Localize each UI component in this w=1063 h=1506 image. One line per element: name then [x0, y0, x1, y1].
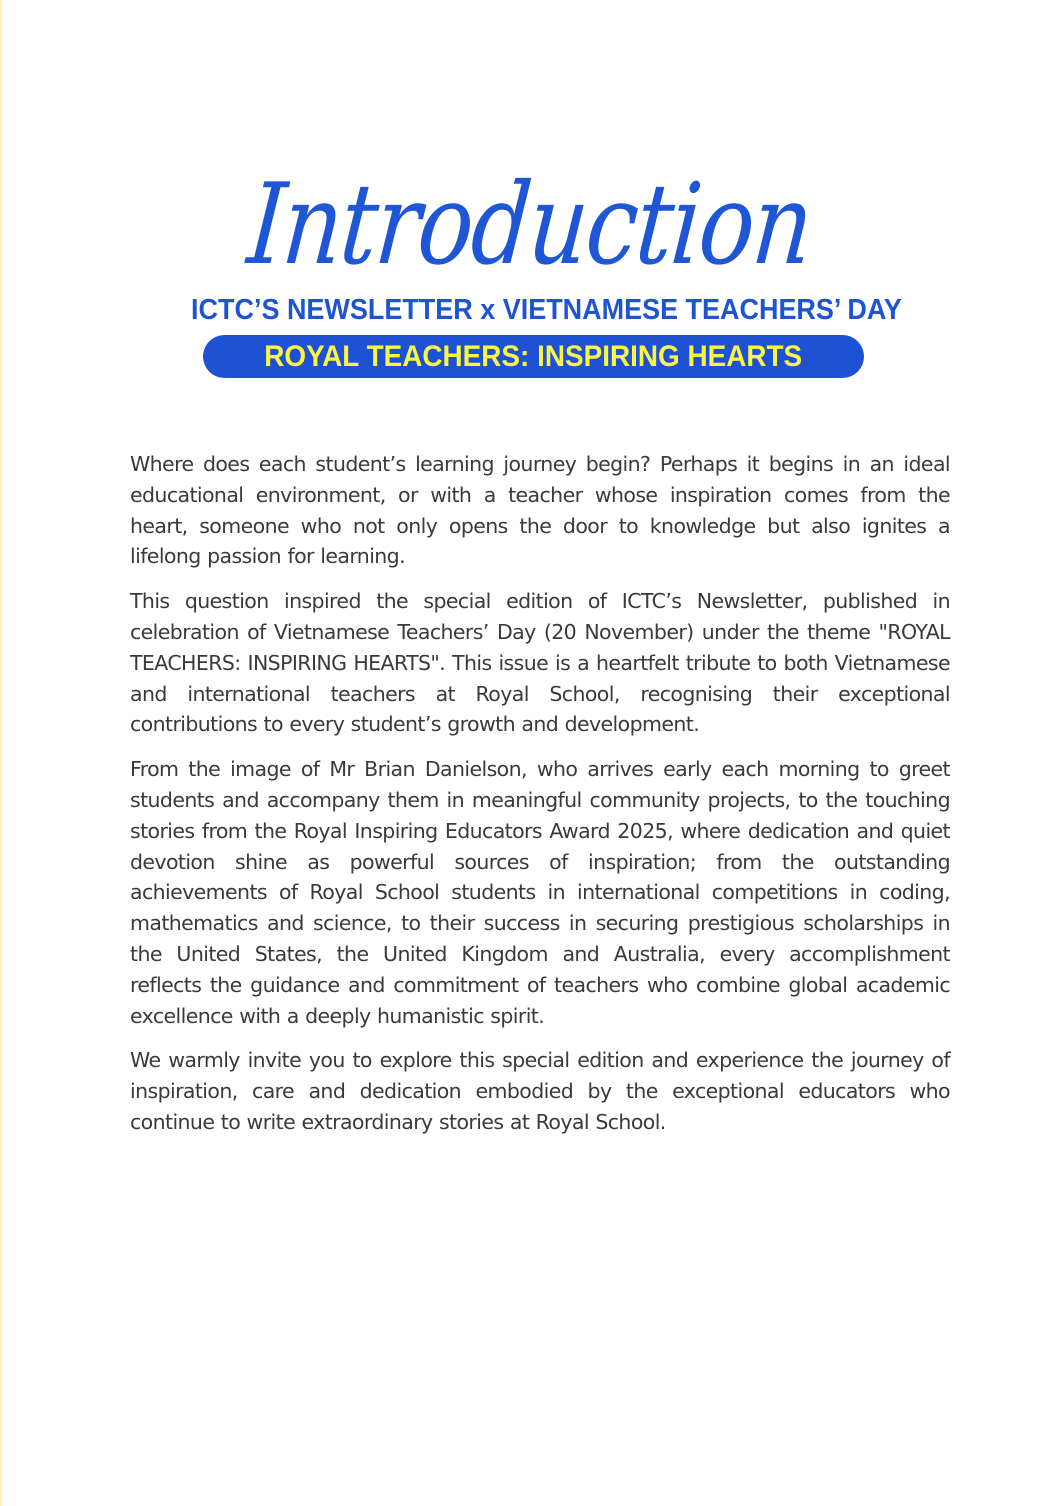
paragraph-4: We warmly invite you to explore this special edition and experience the journey of inspiration, care and dedication embodied by the exceptional educators who continue to write extraordinary stories at Royal School.	[130, 1048, 950, 1134]
page-title-script: Introduction	[243, 160, 817, 290]
paragraph-3: From the image of Mr Brian Danielson, who arrives early each morning to greet students and accompany them in meaningful community projects, to the touching stories from the Royal Inspiring Educators Award 2025, where dedication and quiet devotion shine as powerful sources of inspiration; from the outstanding achievements of Royal School students in international competitions in coding, mathematics and science, to their success in securing prestigious scholarships in the United States, the United Kingdom and Australia, every accomplishment reflects the guidance and commitment of teachers who combine global academic excellence with a deeply humanistic spirit.	[130, 757, 950, 1028]
paragraph-2: This question inspired the special edition of ICTC’s Newsletter, published in celebration of Vietnamese Teachers’ Day (20 November) under the theme "ROYAL TEACHERS: INSPIRING HEARTS". This issue is a heartfelt tribute to both Vietnamese and international teachers at Royal School, recognising their exceptional contributions to every student’s growth and development.	[130, 589, 950, 737]
newsletter-subtitle: ICTC’S NEWSLETTER x VIETNAMESE TEACHERS’ DAY	[191, 294, 902, 326]
theme-banner-text: ROYAL TEACHERS: INSPIRING HEARTS	[264, 339, 803, 373]
introduction-body	[130, 449, 950, 1152]
theme-banner	[203, 335, 864, 378]
paragraph-1: Where does each student’s learning journey begin? Perhaps it begins in an ideal educational environment, or with a teacher whose inspiration comes from the heart, someone who not only opens the door to knowledge but also ignites a lifelong passion for learning.	[130, 452, 950, 569]
